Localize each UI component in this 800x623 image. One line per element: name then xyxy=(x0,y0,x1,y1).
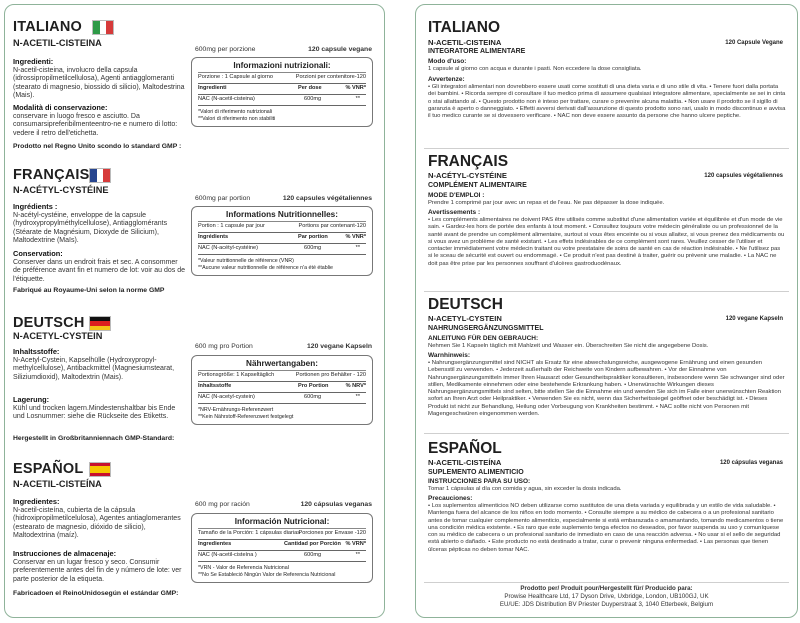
product-name: N-ACETIL-CISTEINA xyxy=(13,38,102,48)
nutrition-table xyxy=(191,355,373,425)
product-name: N-ACETYL-CYSTEIN xyxy=(428,314,502,323)
spain-flag-icon xyxy=(89,462,111,477)
footer-line-3: EU/UE: JDS Distribution BV Priester Duyperstraat 3, 1040 Etterbeek, Belgium xyxy=(499,601,714,608)
made-in-text: Fabriqué au Royaume-Uni selon la norme GMP xyxy=(13,287,165,294)
use-label: ANLEITUNG FÜR DEN GEBRAUCH: xyxy=(428,335,539,342)
product-type: INTEGRATORE ALIMENTARE xyxy=(428,48,526,55)
serving-text: Portionsgröße: 1 Kapseltäglich xyxy=(198,372,275,378)
row-vnr: ** xyxy=(355,394,360,400)
per-container-text: Portionen pro Behälter - 120 xyxy=(295,372,366,378)
dose-text: 600 mg pro Portion xyxy=(195,343,253,350)
col-vnr: % VRN* xyxy=(345,541,366,547)
lang-title: FRANÇAIS xyxy=(13,167,90,183)
storage-text: Conserver dans un endroit frais et sec. A consommer de préférence avant fin et numero de lot: voir au dos de l'étiquette. xyxy=(13,259,185,283)
germany-flag-icon xyxy=(89,316,111,331)
product-name: N-ACETYL-CYSTEIN xyxy=(13,331,103,341)
product-type: COMPLÉMENT ALIMENTAIRE xyxy=(428,182,527,189)
right-label-panel xyxy=(415,4,798,618)
row-vnr: ** xyxy=(355,96,360,102)
capsule-count: 120 vegane Kapseln xyxy=(307,343,372,350)
use-label: MODE D'EMPLOI : xyxy=(428,192,485,199)
ingredients-text: N-acetil-cisteína, cubierta de la cápsula (hidroxipropilmetilcelulosa), Agentes antiaglomerantes (estearato de magnesio, dióxido de silicio), Maltodextrina (maíz). xyxy=(13,507,181,540)
use-text: Nehmen Sie 1 Kapseln täglich mit Mahlzeit und Wasser ein. Überschreiten Sie nicht die angegebene Dosis. xyxy=(428,343,709,349)
table-note-2: **No Se Estableció Ningún Valor de Referencia Nutricional xyxy=(198,572,336,578)
col-dose: Per dose xyxy=(298,85,322,91)
warnings-text: • Nahrungsergänzungsmittel sind NICHT als Ersatz für eine abwechslungsreiche, ausgewogene Ernährung und einen gesunden Lebensstil zu verwenden. • Jederzeit außerhalb der Reichweite von Kindern aufbewahren. • Vor der Einnahme von Nahrungsergänzungsmitteln immer Ihren Hausarzt oder Gesundheitspraktiker konsultieren, insbesondere wenn Sie schwanger sind oder stillen, Medikamente einnehmen oder eine bestehende Erkrankung haben. • Unerwünschte Wirkungen dieses Nahrungsergänzungsmittels sind selten, bitte stellen Sie die Einnahme ein und wenden Sie sich im Falle einer unerwünschten Reaktion sofort an Ihren Arzt oder Heilpraktiker. • Verwenden Sie es nicht, wenn das Sicherheitssiegel geöffnet oder beschädigt ist. • Dieses Produkt ist nicht zur Behandlung, Heilung oder Vorbeugung von Krankheiten bestimmt. • NAC sollte nicht von Personen mit Magengeschwüren eingenommen werden. xyxy=(428,360,785,418)
lang-title: FRANÇAIS xyxy=(428,153,509,170)
col-vnr: % NRV* xyxy=(345,383,366,389)
product-type: NAHRUNGSERGÄNZUNGSMITTEL xyxy=(428,325,544,332)
col-vnr: % VNR* xyxy=(345,234,366,240)
col-ingredients: Ingredientes xyxy=(198,541,232,547)
use-text: 1 capsule al giorno con acqua e durante i pasti. Non eccedere la dose consigliata. xyxy=(428,66,642,72)
table-note-2: **Valori di riferimento non stabiliti xyxy=(198,116,276,122)
col-ingredients: Ingrédients xyxy=(198,234,229,240)
use-text: Prendre 1 comprimé par jour avec un repas et de l'eau. Ne pas dépasser la dose indiquée. xyxy=(428,200,665,206)
dose-text: 600 mg por ración xyxy=(195,501,250,508)
storage-label: Modalità di conservazione: xyxy=(13,103,108,112)
table-note-1: *VRN - Valor de Referencia Nutricional xyxy=(198,565,289,571)
capsule-count: 120 Capsule Vegane xyxy=(725,40,783,46)
made-in-text: Fabricadoen el ReinoUnidosegún el estándar GMP: xyxy=(13,590,179,597)
nutrition-table xyxy=(191,206,373,276)
product-name: N-ACÉTYL-CYSTÉINE xyxy=(13,185,109,195)
left-label-panel xyxy=(4,4,385,618)
capsule-count: 120 capsules végétaliennes xyxy=(282,195,372,202)
ingredients-label: Inhaltsstoffe: xyxy=(13,347,60,356)
row-name: NAC (N-acetil-cisteína ) xyxy=(198,552,257,558)
lang-title: DEUTSCH xyxy=(428,296,503,313)
storage-label: Conservation: xyxy=(13,249,63,258)
table-note-1: *Valeur nutritionnelle de référence (VNR) xyxy=(198,258,294,264)
storage-text: Kühl und trocken lagern.Mindestenshaltbar bis Ende und Losnummer: siehe die Rückseite des Etiketts. xyxy=(13,405,176,421)
serving-text: Tamaño de la Porción: 1 cápsulas diarias xyxy=(198,530,300,536)
france-flag-icon xyxy=(89,168,111,183)
warnings-text: • Les compléments alimentaires ne doivent PAS être utilisés comme substitut d'une alimentation variée et équilibrée et d'un mode de vie sain. • Gardez-les hors de portée des enfants à tout moment. • Consultez toujours votre médecin généraliste ou un professionnel de la santé avant de prendre un complément alimentaire, surtout si vous êtes enceinte ou si vous allaitez, si vous prenez des médicaments ou si vous avez un problème de santé existant. • Les effets indésirables de ce complément sont rares. Veuillez cesser de l'utiliser et contacter immédiatement votre médecin traitant ou votre prestataire de soins de santé en cas de réaction indésirable. • Ne l'utilisez pas si le sceau de sécurité est ouvert ou endommagé. • Ce produit n'est pas destiné à traiter, guérir ou prévenir une maladie. • La NAC ne doit pas être prise par les personnes souffrant d'ulcères gastroduodénaux. xyxy=(428,217,785,267)
storage-label: Instrucciones de almacenaje: xyxy=(13,549,117,558)
capsule-count: 120 vegane Kapseln xyxy=(725,316,783,322)
made-in-text: Hergestellt in Großbritanniennach GMP-Standard: xyxy=(13,435,175,442)
lang-title: ITALIANO xyxy=(428,19,501,36)
warnings-label: Avertissements : xyxy=(428,209,481,216)
per-container-text: Porciones por Envase -120 xyxy=(298,530,366,536)
ingredients-label: Ingredientes: xyxy=(13,497,60,506)
table-note-1: *Valori di riferimento nutrizionali xyxy=(198,109,273,115)
storage-label: Lagerung: xyxy=(13,395,50,404)
nutrition-table xyxy=(191,57,373,127)
row-name: NAC (N-acetyl-cystein) xyxy=(198,394,255,400)
table-note-2: **Kein Nährstoff-Referenzwert festgelegt xyxy=(198,414,294,420)
product-type: SUPLEMENTO ALIMENTICIO xyxy=(428,469,524,476)
col-ingredients: Ingredienti xyxy=(198,85,227,91)
table-note-1: *NRV-Ernährungs-Referenzwert xyxy=(198,407,274,413)
warnings-text: • Gli integratori alimentari non dovrebbero essere usati come sostituti di una dieta varia e di uno stile di vita. • Tenere fuori dalla portata dei bambini. • Ricorda sempre di consultare il tuo medico prima di assumere qualsiasi integratore alimentare, specialmente se sei in cinta o stai allattando al. • Questo prodotto non è inteso per trattare, curare o prevenire alcuna malattia. • Non usare il prodotto se il sigillo di garanzia è aperto o danneggiato. • Effetti avversi derivati dall'assunzione di questo prodotto sono rari, usalo in modo discontinuo e avvisa il tuo medico curante se si dovessero verificare. • NAC non deve essere assunto da persone che hanno ulcere peptiche. xyxy=(428,84,786,120)
use-label: INSTRUCCIONES PARA SU USO: xyxy=(428,478,531,485)
product-name: N-ACÉTYL-CYSTÉINE xyxy=(428,171,507,180)
product-name: N-ACETIL-CISTEINA xyxy=(428,38,502,47)
made-in-text: Prodotto nel Regno Unito scondo lo standard GMP : xyxy=(13,143,182,150)
per-container-text: Porzioni per contenitore-120 xyxy=(295,74,366,80)
nutrition-table xyxy=(191,513,373,583)
capsule-count: 120 cápsulas veganas xyxy=(719,460,783,466)
table-note-2: **Aucune valeur nutritionnelle de référence n'a été établie xyxy=(198,265,333,271)
row-dose: 600mg xyxy=(304,552,322,558)
use-text: Tomar 1 cápsulas al día con comida y agua, sin exceder la dosis indicada. xyxy=(428,486,622,492)
ingredients-text: N-acetil-cisteina, involucro della capsula (idrossipropilmetilcellulosa), Agenti antiagglomeranti (stearato di magnesio, biossido di silicio), Maltodestrina (Mais). xyxy=(13,67,185,100)
footer-line-2: Prowise Healthcare Ltd, 17 Dyson Drive, Uxbridge, London, UB100GJ, UK xyxy=(504,593,709,600)
nutrition-table-title: Nährwertangaben: xyxy=(198,356,366,371)
section-divider xyxy=(424,291,789,292)
row-vnr: ** xyxy=(355,245,360,251)
ingredients-label: Ingredienti: xyxy=(13,57,54,66)
col-vnr: % VNR* xyxy=(345,85,366,91)
product-name: N-ACETIL-CISTEÍNA xyxy=(13,479,102,489)
serving-text: Portion : 1 capsule par jour xyxy=(198,223,265,229)
footer-line-1: Prodotto per/ Produit pour/Hergestellt für/ Producido para: xyxy=(520,585,693,592)
manufacturer-footer xyxy=(416,585,797,609)
ingredients-label: Ingrédients : xyxy=(13,202,58,211)
use-label: Modo d'uso: xyxy=(428,58,467,65)
section-divider xyxy=(424,433,789,434)
lang-title: ESPAÑOL xyxy=(428,440,502,457)
col-dose: Par portion xyxy=(298,234,328,240)
nutrition-table-title: Información Nutricional: xyxy=(198,514,366,529)
row-dose: 600mg xyxy=(304,394,322,400)
nutrition-table-title: Informazioni nutrizionali: xyxy=(198,58,366,73)
col-ingredients: Inhaltsstoffe xyxy=(198,383,232,389)
warnings-label: Precauciones: xyxy=(428,495,473,502)
warnings-text: • Los suplementos alimenticios NO deben utilizarse como sustitutos de una dieta variada y equilibrada y un estilo de vida saludable. • Mantenga fuera del alcance de los niños en todo momento. • Consulte siempre a su médico de cabecera o a un profesional sanitario antes de tomar cualquier complemento alimenticio, especialmente si está embarazada o amamantando, tomando medicamentos o tiene una condición médica existente. • Es raro que este suplemento tenga efectos no deseados, por favor suspenda su uso y comuníquese con su médico de cabecera o un profesional sanitario de inmediato en caso de una reacción adversa. • No usar si el sello de seguridad está abierto o dañado. • Este producto no está destinado a tratar, curar o prevenir ninguna enfermedad. • Las personas que tienen úlceras pépticas no deben tomar NAC. xyxy=(428,503,784,553)
capsule-count: 120 cápsulas veganas xyxy=(300,501,372,508)
warnings-label: Avvertenze: xyxy=(428,76,465,83)
capsule-count: 120 capsules végétaliennes xyxy=(704,173,783,179)
row-vnr: ** xyxy=(355,552,360,558)
row-dose: 600mg xyxy=(304,245,322,251)
lang-title: ESPAÑOL xyxy=(13,461,84,477)
section-divider xyxy=(424,148,789,149)
lang-title: DEUTSCH xyxy=(13,315,85,331)
italy-flag-icon xyxy=(92,20,114,35)
col-dose: Cantidad por Porción xyxy=(284,541,341,547)
per-container-text: Portions par contenant-120 xyxy=(298,223,366,229)
ingredients-text: N-Acetyl-Cystein, Kapselhülle (Hydroxypropyl-methylcellulose), Antibackmittel (Magnesiumstearat, Siliziumdioxid), Maltodextrin (Mais). xyxy=(13,357,175,381)
dose-text: 600mg par portion xyxy=(195,195,251,202)
col-dose: Pro Portion xyxy=(298,383,329,389)
storage-text: conservare in luogo fresco e asciutto. Da consumarsipreferibilmenteentro-ne e numero di lotto: vedere il retro dell'etichetta. xyxy=(13,113,178,137)
lang-title: ITALIANO xyxy=(13,19,82,35)
serving-text: Porzione : 1 Capsule al giorno xyxy=(198,74,273,80)
ingredients-text: N-acétyl-cystéine, enveloppe de la capsule (hydroxypropylméthylcellulose), Antiagglomérants (Stéarate de Magnésium, Dioxyde de Silicium), Maltodextrine (Maïs). xyxy=(13,212,168,245)
nutrition-table-title: Informations Nutritionnelles: xyxy=(198,207,366,222)
row-dose: 600mg xyxy=(304,96,322,102)
row-name: NAC (N-acetil-cisteina) xyxy=(198,96,255,102)
warnings-label: Warnhinweis: xyxy=(428,352,471,359)
storage-text: Conservar en un lugar fresco y seco. Consumir preferentemente antes del fin de y número de lote: ver parte posterior de la etiqueta. xyxy=(13,559,182,583)
capsule-count: 120 capsule vegane xyxy=(308,46,372,53)
row-name: NAC (N-acétyl-cystéine) xyxy=(198,245,258,251)
product-name: N-ACETIL-CISTEÍNA xyxy=(428,458,502,467)
dose-text: 600mg per porzione xyxy=(195,46,256,53)
section-divider xyxy=(424,582,789,583)
